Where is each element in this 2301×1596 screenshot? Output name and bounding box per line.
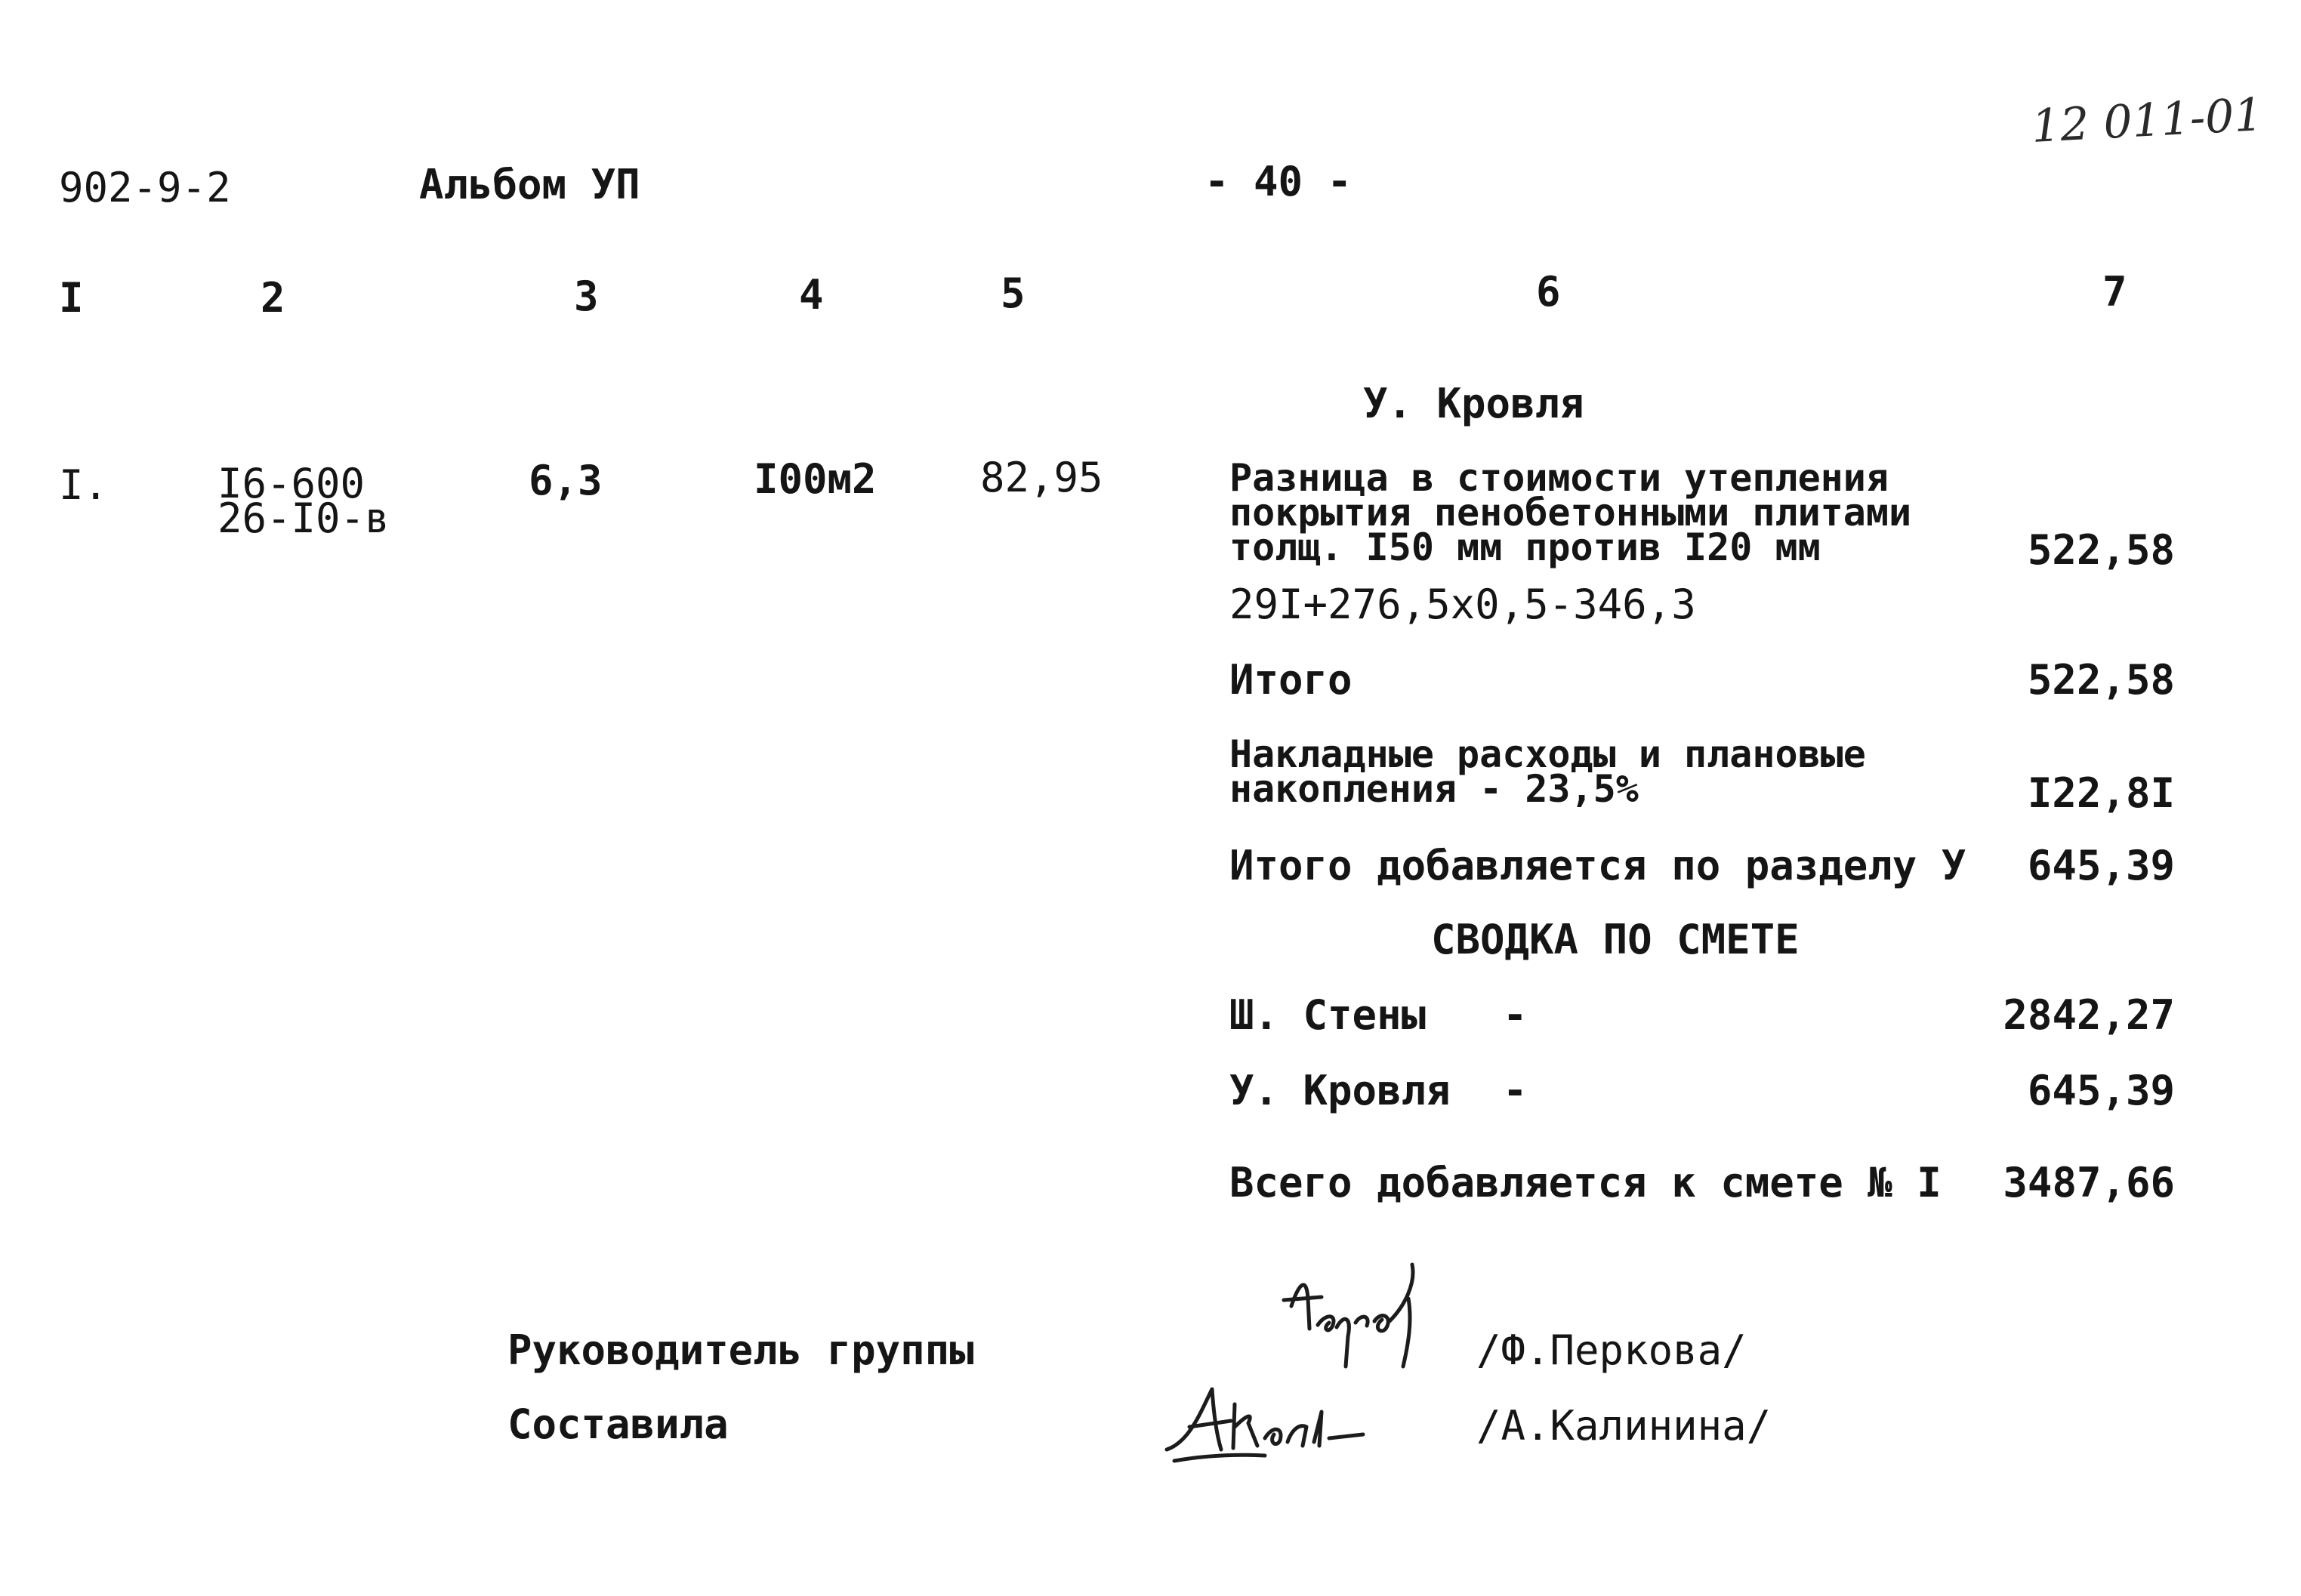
grand-total-label: Всего добавляется к смете № I	[1229, 1159, 1942, 1206]
role-compiler: Составила	[507, 1400, 729, 1448]
signature-kalinina	[1159, 1366, 1431, 1472]
row-number: I.	[59, 461, 109, 509]
column-number-5: 5	[1001, 270, 1026, 317]
row-description-line-3: толщ. I50 мм против I20 мм	[1229, 525, 1821, 569]
column-number-1: I	[59, 274, 84, 322]
album-label: Альбом УП	[419, 161, 640, 208]
role-group-head: Руководитель группы	[507, 1326, 974, 1374]
section-total-label: Итого добавляется по разделу У	[1229, 842, 1966, 889]
summary-item-walls: Ш. Стены	[1229, 991, 1427, 1039]
summary-dash-roof: -	[1503, 1067, 1528, 1114]
column-number-6: 6	[1536, 268, 1561, 316]
column-number-2: 2	[261, 274, 285, 322]
row-quantity: 6,3	[529, 457, 603, 504]
name-perkova: /Ф.Перкова/	[1476, 1326, 1747, 1374]
name-kalinina: /А.Калинина/	[1476, 1402, 1772, 1450]
row-code-2: 26-I0-в	[217, 495, 390, 542]
subtotal-value: 522,58	[2027, 656, 2175, 704]
overhead-label-line-2: накопления - 23,5%	[1229, 767, 1639, 811]
summary-title: СВОДКА ПО СМЕТЕ	[1431, 916, 1800, 963]
overhead-label-line-1: Накладные расходы и плановые	[1229, 732, 1866, 776]
row-amount: 522,58	[2027, 526, 2175, 574]
signature-perkova	[1276, 1253, 1435, 1374]
row-unit-price: 82,95	[980, 454, 1103, 501]
summary-item-roof: У. Кровля	[1229, 1067, 1451, 1114]
page-number: - 40 -	[1204, 158, 1353, 205]
subtotal-label: Итого	[1229, 656, 1353, 704]
handwritten-archive-mark: 12 011-01	[2030, 88, 2265, 153]
row-code-1: I6-600	[217, 460, 366, 507]
summary-dash-walls: -	[1503, 991, 1528, 1039]
column-number-3: 3	[574, 273, 599, 320]
summary-value-roof: 645,39	[2027, 1067, 2175, 1114]
grand-total-value: 3487,66	[2003, 1159, 2175, 1206]
column-number-4: 4	[799, 271, 824, 319]
summary-value-walls: 2842,27	[2003, 991, 2175, 1039]
overhead-value: I22,8I	[2027, 769, 2175, 817]
section-title: У. Кровля	[1363, 380, 1584, 427]
row-unit: I00м2	[754, 455, 877, 503]
column-number-7: 7	[2102, 268, 2127, 316]
row-description-line-2: покрытия пенобетонными плитами	[1229, 491, 1912, 535]
document-code: 902-9-2	[59, 164, 231, 211]
section-total-value: 645,39	[2027, 842, 2175, 889]
row-formula: 29I+276,5х0,5-346,3	[1229, 581, 1696, 628]
row-description-line-1: Разница в стоимости утепления	[1229, 456, 1889, 500]
